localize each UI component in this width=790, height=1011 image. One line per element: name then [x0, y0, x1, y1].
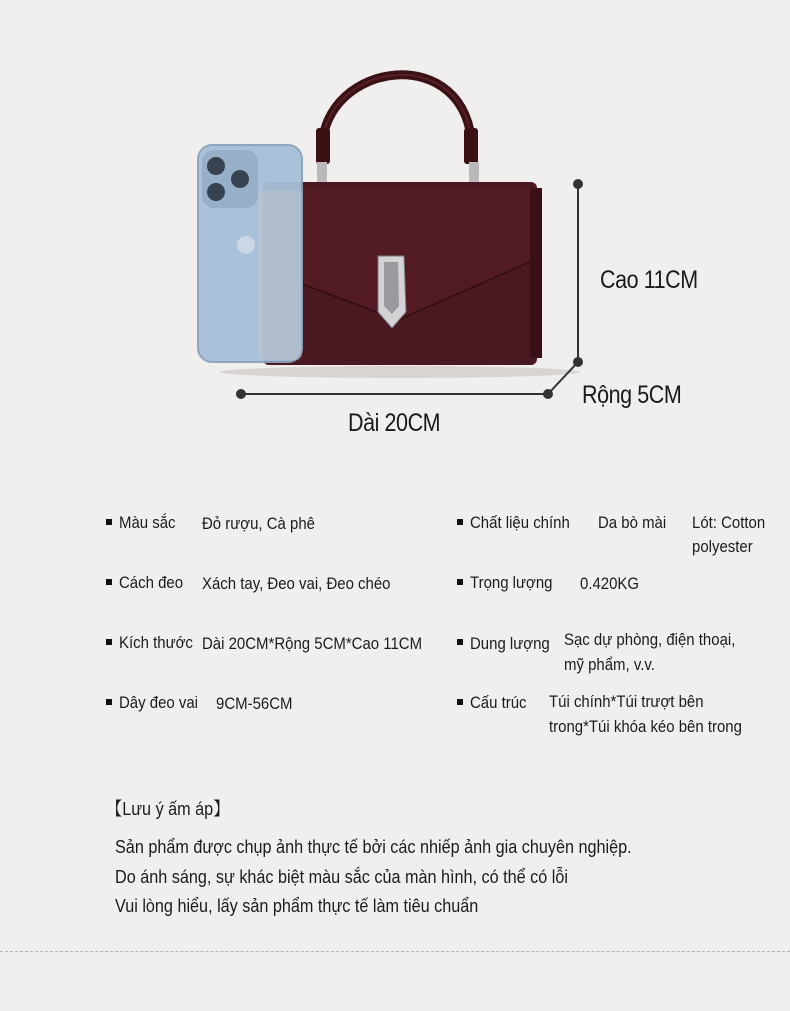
spec-label-strap: Dây đeo vai	[119, 693, 199, 712]
chain-left	[317, 162, 327, 184]
bullet	[457, 519, 463, 525]
spec-value-wear: Xách tay, Đeo vai, Đeo chéo	[202, 574, 391, 593]
spec-label-wear: Cách đeo	[119, 573, 184, 592]
spec-value-structure-1: Túi chính*Túi trượt bên	[549, 692, 704, 711]
bag-handle	[322, 75, 472, 150]
spec-label-structure: Cấu trúc	[470, 693, 527, 712]
bullet	[106, 579, 112, 585]
length-label: Dài 20CM	[348, 409, 441, 437]
spec-value-size: Dài 20CM*Rộng 5CM*Cao 11CM	[202, 634, 423, 653]
spec-value-capacity-1: Sạc dự phòng, điện thoại,	[564, 630, 736, 649]
bullet	[457, 579, 463, 585]
spec-value-structure-2: trong*Túi khóa kéo bên trong	[549, 717, 742, 736]
spec-value-material: Da bò mài	[598, 513, 667, 532]
width-line	[548, 362, 578, 394]
note-line-3: Vui lòng hiểu, lấy sản phẩm thực tế làm tiêu chuẩn	[115, 896, 479, 916]
spec-label-color: Màu sắc	[119, 513, 176, 532]
handle-clasp-right	[464, 128, 478, 164]
spec-value-lining-2: polyester	[692, 537, 753, 556]
divider	[0, 951, 790, 952]
spec-value-color: Đỏ rượu, Cà phê	[202, 514, 315, 533]
width-label: Rộng 5CM	[582, 381, 682, 409]
spec-value-lining-1: Lót: Cotton	[692, 513, 766, 532]
spec-label-weight: Trọng lượng	[470, 573, 553, 592]
height-label: Cao 11CM	[600, 266, 698, 294]
bullet	[106, 639, 112, 645]
handle-clasp-left	[316, 128, 330, 164]
bullet	[457, 639, 463, 645]
bullet	[106, 519, 112, 525]
bullet	[457, 699, 463, 705]
note-line-1: Sản phẩm được chụp ảnh thực tế bởi các nhiếp ảnh gia chuyên nghiệp.	[115, 837, 632, 857]
spec-label-material: Chất liệu chính	[470, 513, 570, 532]
spec-label-size: Kích thước	[119, 633, 193, 652]
bullet	[106, 699, 112, 705]
spec-value-weight: 0.420KG	[580, 574, 640, 593]
note-title: 【Lưu ý ấm áp】	[106, 799, 230, 819]
note-line-2: Do ánh sáng, sự khác biệt màu sắc của màn hình, có thể có lỗi	[115, 867, 569, 887]
shadow	[220, 366, 580, 378]
spec-value-capacity-2: mỹ phẩm, v.v.	[564, 655, 655, 674]
spec-label-capacity: Dung lượng	[470, 634, 550, 653]
spec-value-strap: 9CM-56CM	[216, 694, 293, 713]
chain-right	[469, 162, 479, 184]
